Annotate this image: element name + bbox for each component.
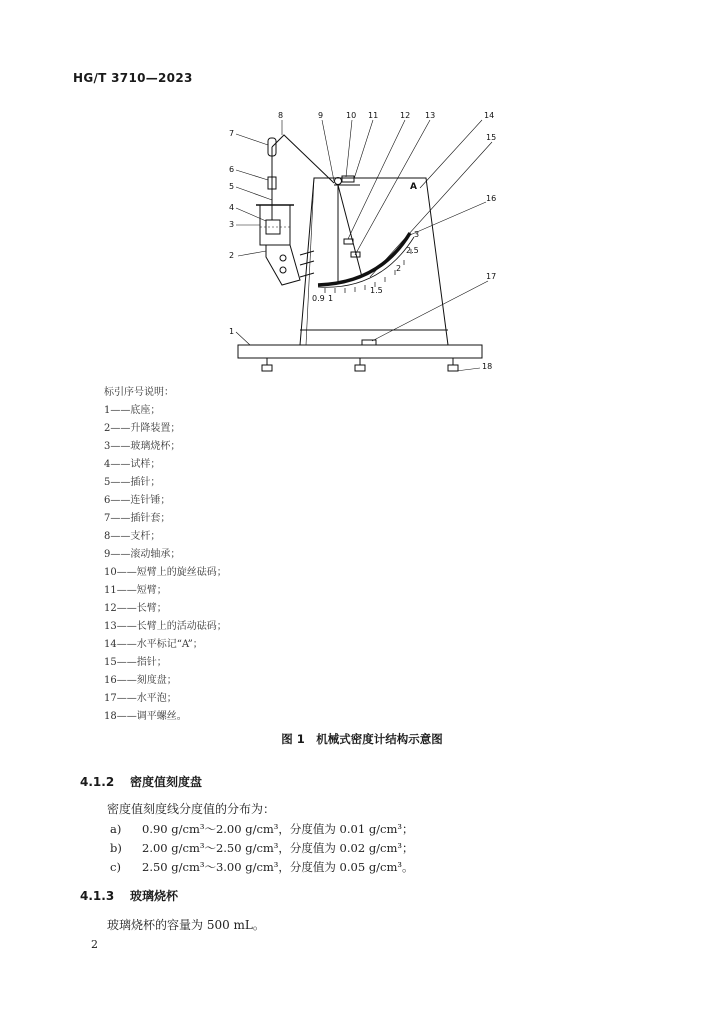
callout-3: 3 bbox=[229, 220, 235, 229]
legend-item-4: 4——试样； bbox=[104, 459, 161, 470]
list-value: 分度值为 0.01 g/cm³； bbox=[289, 822, 414, 836]
list-value: 分度值为 0.05 g/cm³。 bbox=[289, 860, 414, 874]
callout-15: 15 bbox=[486, 133, 497, 142]
list-range: 2.50 g/cm³～3.00 g/cm³， bbox=[142, 860, 290, 874]
legend-title: 标引序号说明： bbox=[104, 387, 174, 398]
list-item-a bbox=[110, 821, 414, 837]
page-number: 2 bbox=[91, 938, 98, 951]
section-title: 密度值刻度盘 bbox=[130, 775, 203, 789]
legend-item-15: 15——指针； bbox=[104, 657, 167, 668]
list-value: 分度值为 0.02 g/cm³； bbox=[289, 841, 414, 855]
list-item-c bbox=[110, 859, 414, 875]
scale-label-0-9: 0.9 bbox=[312, 294, 325, 303]
callout-17: 17 bbox=[486, 272, 497, 281]
support-rod bbox=[272, 135, 334, 183]
section-number: 4.1.3 bbox=[80, 889, 115, 903]
legend-item-8: 8——支杆； bbox=[104, 531, 161, 542]
long-arm bbox=[338, 185, 362, 277]
section-4-1-2-heading bbox=[80, 773, 202, 790]
legend-item-5: 5——插针； bbox=[104, 477, 161, 488]
callout-4: 4 bbox=[229, 203, 235, 212]
callout-1: 1 bbox=[229, 327, 235, 336]
section-4-1-3-heading bbox=[80, 887, 178, 904]
callout-7: 7 bbox=[229, 129, 235, 138]
callout-9: 9 bbox=[318, 111, 324, 120]
figure-caption: 图 1 机械式密度计结构示意图 bbox=[281, 732, 443, 746]
list-label: b) bbox=[110, 841, 122, 855]
callout-2: 2 bbox=[229, 251, 235, 260]
dial-intro: 密度值刻度线分度值的分布为： bbox=[107, 802, 276, 816]
base-plate bbox=[238, 345, 482, 358]
scale-label-1: 1 bbox=[328, 294, 334, 303]
list-label: c) bbox=[110, 860, 121, 874]
section-number: 4.1.2 bbox=[80, 775, 115, 789]
beaker-capacity-text: 玻璃烧杯的容量为 500 mL。 bbox=[107, 918, 265, 932]
list-item-b bbox=[110, 840, 414, 856]
densimeter-diagram bbox=[220, 105, 520, 390]
legend-item-10: 10——短臂上的旋丝砝码； bbox=[104, 567, 227, 578]
level-bubble bbox=[362, 340, 376, 345]
scale-label-3: 3 bbox=[414, 230, 420, 239]
callout-5: 5 bbox=[229, 182, 235, 191]
legend-item-7: 7——插针套； bbox=[104, 513, 171, 524]
callout-18: 18 bbox=[482, 362, 493, 371]
horizontal-mark-a: A bbox=[410, 182, 417, 192]
roller-bearing bbox=[335, 178, 342, 185]
legend-item-14: 14——水平标记“A”； bbox=[104, 639, 203, 650]
legend-item-3: 3——玻璃烧杯； bbox=[104, 441, 181, 452]
standard-code: HG/T 3710—2023 bbox=[73, 71, 193, 85]
list-range: 2.00 g/cm³～2.50 g/cm³， bbox=[142, 841, 290, 855]
legend-item-18: 18——调平螺丝。 bbox=[104, 711, 187, 722]
lifting-device bbox=[266, 245, 300, 285]
callout-11: 11 bbox=[368, 111, 379, 120]
callout-6: 6 bbox=[229, 165, 235, 174]
legend-item-13: 13——长臂上的活动砝码； bbox=[104, 621, 227, 632]
scale-label-2: 2 bbox=[396, 264, 402, 273]
legend-item-11: 11——短臂； bbox=[104, 585, 167, 596]
section-title: 玻璃烧杯 bbox=[130, 889, 179, 903]
legend-item-1: 1——底座； bbox=[104, 405, 161, 416]
callout-12: 12 bbox=[400, 111, 411, 120]
callout-8: 8 bbox=[278, 111, 284, 120]
callout-14: 14 bbox=[484, 111, 495, 120]
glass-beaker bbox=[260, 205, 290, 245]
legend-item-2: 2——升降装置； bbox=[104, 423, 181, 434]
callout-16: 16 bbox=[486, 194, 497, 203]
callout-10: 10 bbox=[346, 111, 357, 120]
legend-item-16: 16——刻度盘； bbox=[104, 675, 177, 686]
leveling-screws bbox=[262, 358, 458, 371]
scale-label-2-5: 2.5 bbox=[406, 246, 419, 255]
legend-item-9: 9——滚动轴承； bbox=[104, 549, 181, 560]
housing bbox=[300, 178, 448, 345]
list-label: a) bbox=[110, 822, 122, 836]
list-range: 0.90 g/cm³～2.00 g/cm³， bbox=[142, 822, 290, 836]
scale-label-1-5: 1.5 bbox=[370, 286, 383, 295]
legend-item-12: 12——长臂； bbox=[104, 603, 167, 614]
callout-13: 13 bbox=[425, 111, 436, 120]
legend-item-6: 6——连针锤； bbox=[104, 495, 171, 506]
legend-item-17: 17——水平泡； bbox=[104, 693, 177, 704]
